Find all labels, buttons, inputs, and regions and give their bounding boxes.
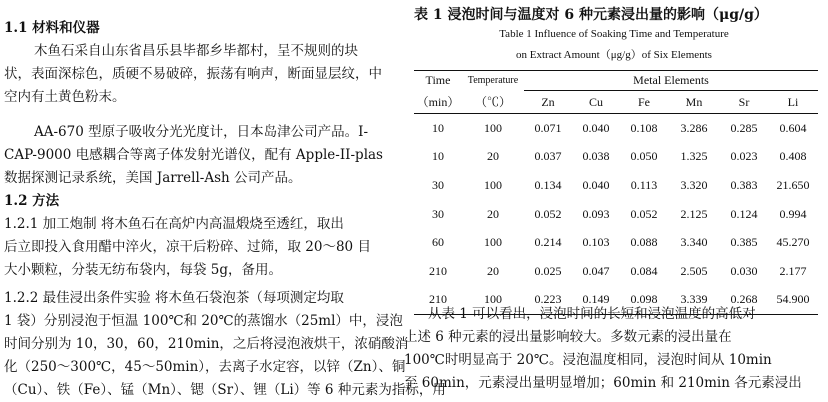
table-cell: 30 — [432, 206, 444, 221]
table-cell: 3.339 — [668, 286, 720, 315]
table-cell: 0.071 — [534, 120, 562, 135]
paragraph-line: 木鱼石采自山东省昌乐县毕都乡毕都村，呈不规则的块 — [34, 43, 358, 59]
paragraph-line: 上述 6 种元素的浸出量影响较大。多数元素的浸出量在 — [404, 329, 732, 345]
paragraph-line: 1.2.1 加工炮制 将木鱼石在高炉内高温煅烧至透红，取出 — [4, 216, 344, 232]
table-cell: 0.052 — [534, 206, 562, 221]
header-temperature-unit: （℃） — [462, 91, 524, 114]
table-caption-cn: 表 1 浸泡时间与温度对 6 种元素浸出量的影响（μg/g） — [414, 7, 768, 23]
table-cell: 3.320 — [680, 177, 708, 192]
table-caption-en-1: Table 1 Influence of Soaking Time and Temperature — [499, 28, 729, 40]
table-row — [414, 257, 818, 286]
table-cell: 3.340 — [680, 235, 708, 250]
header-element: Fe — [620, 91, 668, 114]
header-element: Zn — [524, 91, 572, 114]
table-cell: 20 — [487, 149, 499, 164]
table-cell: 0.047 — [582, 263, 610, 278]
table-cell: 60 — [432, 235, 444, 250]
table-cell: 30 — [432, 177, 444, 192]
table-cell: 0.103 — [582, 235, 610, 250]
table-body — [414, 114, 818, 315]
paragraph-line: 后立即投入食用醋中淬火，凉干后粉碎、过筛，取 20～80 目 — [4, 239, 371, 255]
table-cell: 2.505 — [680, 263, 708, 278]
table-row — [414, 143, 818, 172]
section-heading-methods: 1.2 方法 — [4, 193, 60, 209]
table-row — [414, 114, 818, 143]
table-cell: 0.285 — [730, 120, 758, 135]
header-time-unit: （min） — [414, 91, 462, 114]
table-cell: 0.408 — [779, 149, 807, 164]
paragraph-line: 时间分别为 10，30，60，210min，之后将浸泡液烘干，浓硝酸消 — [4, 336, 409, 352]
paragraph-line: （Cu）、铁（Fe）、锰（Mn）、锶（Sr）、锂（Li）等 6 种元素为指标，用 — [4, 382, 446, 398]
table-cell: 3.286 — [680, 120, 708, 135]
table-cell: 0.084 — [630, 263, 658, 278]
table-cell: 0.040 — [582, 120, 610, 135]
table-cell: 100 — [462, 286, 524, 315]
elements-table — [414, 70, 818, 315]
paragraph-line: 1 袋）分别浸泡于恒温 100℃和 20℃的蒸馏水（25ml）中，浸泡 — [4, 313, 403, 329]
table-row — [414, 200, 818, 229]
table-cell: 0.098 — [620, 286, 668, 315]
header-metal-elements: Metal Elements — [524, 71, 818, 91]
header-temperature: Temperature — [462, 71, 524, 91]
table-cell: 0.093 — [582, 206, 610, 221]
header-element: Mn — [668, 91, 720, 114]
table-cell: 0.383 — [730, 177, 758, 192]
table-cell: 0.113 — [630, 177, 658, 192]
table-cell: 1.325 — [680, 149, 708, 164]
table-row — [414, 228, 818, 257]
table-cell: 210 — [429, 263, 447, 278]
table-cell: 54.900 — [768, 286, 818, 315]
table-cell: 2.125 — [680, 206, 708, 221]
table-cell: 0.149 — [572, 286, 620, 315]
section-heading-materials: 1.1 材料和仪器 — [4, 20, 100, 36]
paragraph-line: CAP-9000 电感耦合等离子体发射光谱仪，配有 Apple-II-plas — [4, 147, 383, 163]
table-cell: 21.650 — [776, 177, 810, 192]
table-cell: 0.214 — [534, 235, 562, 250]
table-cell: 0.038 — [582, 149, 610, 164]
header-element: Sr — [720, 91, 768, 114]
paragraph-line: 从表 1 可以看出，浸泡时间的长短和浸泡温度的高低对 — [428, 306, 756, 322]
table-cell: 0.052 — [630, 206, 658, 221]
table-row — [414, 171, 818, 200]
table-cell: 0.030 — [730, 263, 758, 278]
table-cell: 0.604 — [779, 120, 807, 135]
table-cell: 0.025 — [534, 263, 562, 278]
table-cell: 100 — [484, 235, 502, 250]
table-cell: 0.040 — [582, 177, 610, 192]
table-cell: 0.108 — [630, 120, 658, 135]
paragraph-line: 化（250～300℃，45～50min），去离子水定容，以锌（Zn）、铜 — [4, 359, 406, 375]
table-caption-en-2: on Extract Amount（μg/g）of Six Elements — [516, 49, 712, 61]
header-time: Time — [414, 71, 462, 91]
table-cell: 2.177 — [779, 263, 807, 278]
header-element: Li — [768, 91, 818, 114]
table-cell: 210 — [414, 286, 462, 315]
table-cell: 10 — [432, 149, 444, 164]
table-cell: 0.385 — [730, 235, 758, 250]
table-cell: 0.088 — [630, 235, 658, 250]
paragraph-line: 大小颗粒，分装无纺布袋内，每袋 5g，备用。 — [4, 262, 283, 278]
paragraph-line: 1.2.2 最佳浸出条件实验 将木鱼石袋泡茶（每项测定均取 — [4, 290, 344, 306]
table-cell: 20 — [487, 206, 499, 221]
header-element: Cu — [572, 91, 620, 114]
table-cell: 0.268 — [720, 286, 768, 315]
table-cell: 0.134 — [534, 177, 562, 192]
table-cell: 45.270 — [776, 235, 810, 250]
paragraph-line: 状，表面深棕色，质硬不易破碎，振荡有响声，断面显层纹，中 — [4, 66, 382, 82]
paragraph-line: 数据探测记录系统，美国 Jarrell-Ash 公司产品。 — [4, 170, 302, 186]
table-cell: 0.050 — [630, 149, 658, 164]
table-cell: 0.037 — [534, 149, 562, 164]
paragraph-line: 至 60min，元素浸出量明显增加；60min 和 210min 各元素浸出 — [404, 375, 802, 391]
paragraph-line: AA-670 型原子吸收分光光度计，日本岛津公司产品。I- — [34, 124, 369, 140]
table-cell: 100 — [484, 120, 502, 135]
paragraph-line: 100℃时明显高于 20℃。浸泡温度相同，浸泡时间从 10min — [404, 352, 772, 368]
paragraph-line: 空内有土黄色粉末。 — [4, 89, 126, 105]
table-cell: 10 — [432, 120, 444, 135]
table-cell: 0.994 — [779, 206, 807, 221]
table-cell: 0.023 — [730, 149, 758, 164]
table-cell: 100 — [484, 177, 502, 192]
table-cell: 0.223 — [524, 286, 572, 315]
table-cell: 20 — [487, 263, 499, 278]
table-cell: 0.124 — [730, 206, 758, 221]
